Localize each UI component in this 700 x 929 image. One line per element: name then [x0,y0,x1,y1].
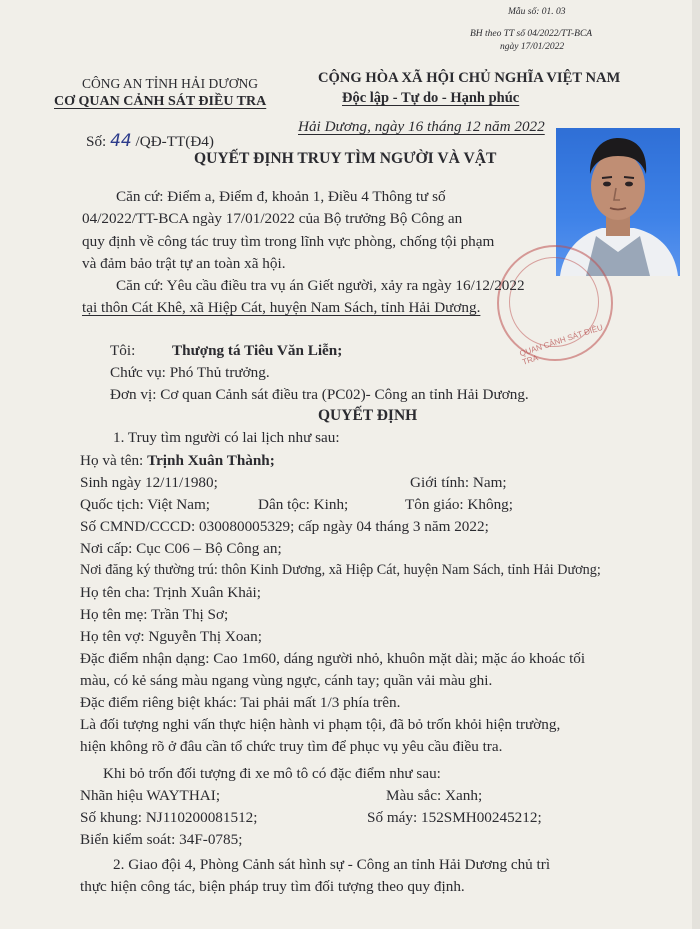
issuer-position: Chức vụ: Phó Thủ trưởng. [110,364,270,381]
basis-line-1: Căn cứ: Điểm a, Điểm đ, khoản 1, Điều 4 Thông tư số [116,188,446,205]
issuer-name-label: Tôi: [110,342,136,359]
issuer-unit: Đơn vị: Cơ quan Cảnh sát điều tra (PC02)- Công an tỉnh Hải Dương. [110,386,529,403]
agency-name: CÔNG AN TỈNH HẢI DƯƠNG [82,76,258,91]
agency-department: CƠ QUAN CẢNH SÁT ĐIỀU TRA [54,94,267,109]
form-code-line3: ngày 17/01/2022 [500,42,565,52]
suspect-id-card: Số CMND/CCCD: 030080005329; cấp ngày 04 tháng 3 năm 2022; [80,518,489,535]
vehicle-color: Màu sắc: Xanh; [386,787,483,804]
suspect-religion: Tôn giáo: Không; [405,496,513,513]
suspect-gender: Giới tính: Nam; [410,474,507,491]
basis-line-3: quy định về công tác truy tìm trong lĩnh vực phòng, chống tội phạm [82,233,495,250]
place-and-date: Hải Dương, ngày 16 tháng 12 năm 2022 [298,118,545,135]
vehicle-intro: Khi bỏ trốn đối tượng đi xe mô tô có đặc điểm như sau: [103,765,441,782]
basis-line-4: và đảm bảo trật tự an toàn xã hội. [82,255,286,272]
suspect-name: Trịnh Xuân Thành; [147,452,275,469]
suspect-residence: Nơi đăng ký thường trú: thôn Kinh Dương, xã Hiệp Cát, huyện Nam Sách, tỉnh Hải Dương; [80,562,601,578]
suspect-name-label: Họ và tên: [80,452,144,469]
decision-heading: QUYẾT ĐỊNH [318,407,418,424]
vehicle-plate: Biển kiểm soát: 34F-0785; [80,831,243,848]
suspect-mother: Họ tên mẹ: Trần Thị Sơ; [80,606,229,623]
form-code-line2: BH theo TT số 04/2022/TT-BCA [470,29,593,39]
doc-number-suffix: /QĐ-TT(Đ4) [135,133,214,150]
vehicle-brand: Nhãn hiệu WAYTHAI; [80,787,221,804]
document-title: QUYẾT ĐỊNH TRUY TÌM NGƯỜI VÀ VẬT [194,150,497,167]
issuer-name: Thượng tá Tiêu Văn Liễn; [172,342,343,359]
basis-line-6: tại thôn Cát Khê, xã Hiệp Cát, huyện Nam Sách, tỉnh Hải Dương. [82,299,481,316]
form-code-line1: Mẫu số: 01. 03 [508,7,566,17]
suspect-wife: Họ tên vợ: Nguyễn Thị Xoan; [80,628,262,645]
suspect-features-line1: Đặc điểm nhận dạng: Cao 1m60, dáng người nhỏ, khuôn mặt dài; mặc áo khoác tối [80,650,586,667]
suspect-special-features: Đặc điểm riêng biệt khác: Tai phải mất 1/3 phía trên. [80,694,401,711]
official-stamp [497,245,613,367]
suspect-dob: Sinh ngày 12/11/1980; [80,474,218,491]
section1-intro: 1. Truy tìm người có lai lịch như sau: [113,429,340,446]
suspect-father: Họ tên cha: Trịnh Xuân Khải; [80,584,261,601]
doc-number-prefix: Số: [86,133,107,150]
document-number [86,131,214,151]
suspect-ethnicity: Dân tộc: Kinh; [258,496,349,513]
page-edge-shadow [692,0,700,929]
stamp-text: QUAN CẢNH SÁT ĐIỀU TRA [518,322,604,367]
vehicle-frame-number: Số khung: NJ110200081512; [80,809,258,826]
doc-number-handwritten: 44 [110,131,132,151]
reason-line2: hiện không rõ ở đâu cần tổ chức truy tìm để phục vụ yêu cầu điều tra. [80,738,503,755]
suspect-nationality: Quốc tịch: Việt Nam; [80,496,210,513]
basis-line-5: Căn cứ: Yêu cầu điều tra vụ án Giết người, xảy ra ngày 16/12/2022 [116,277,525,294]
id-issued-by: Nơi cấp: Cục C06 – Bộ Công an; [80,540,282,557]
vehicle-engine-number: Số máy: 152SMH00245212; [367,809,542,826]
section2-line2: thực hiện công tác, biện pháp truy tìm đối tượng theo quy định. [80,878,465,895]
suspect-features-line2: màu, có kẻ sáng màu ngang vùng ngực, cánh tay; quần vải màu ghi. [80,672,493,689]
suspect-name-row [80,452,275,470]
basis-line-2: 04/2022/TT-BCA ngày 17/01/2022 của Bộ trưởng Bộ Công an [82,210,463,227]
nation-name: CỘNG HÒA XÃ HỘI CHỦ NGHĨA VIỆT NAM [318,70,621,86]
section2-line1: 2. Giao đội 4, Phòng Cảnh sát hình sự - Công an tỉnh Hải Dương chủ trì [113,856,551,873]
reason-line1: Là đối tượng nghi vấn thực hiện hành vi phạm tội, đã bỏ trốn khỏi hiện trường, [80,716,561,733]
nation-motto: Độc lập - Tự do - Hạnh phúc [342,90,520,106]
